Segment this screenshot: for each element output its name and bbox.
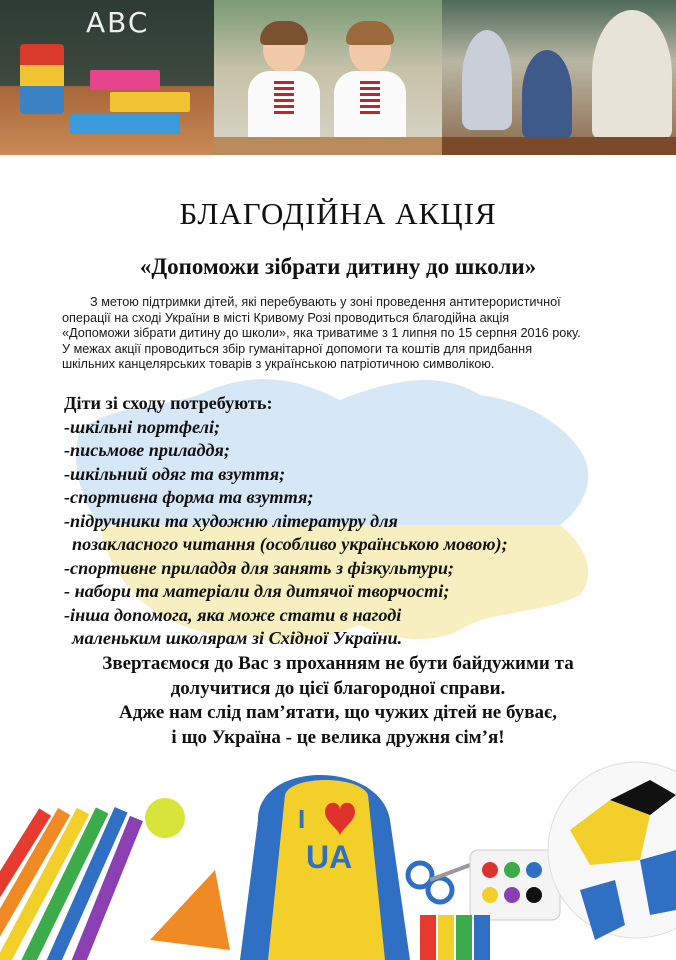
- needs-heading: Діти зі сходу потребують:: [64, 393, 273, 413]
- backpack-text-i: I: [298, 804, 306, 834]
- backpack-text-ua: UA: [306, 839, 353, 875]
- page-title: БЛАГОДІЙНА АКЦІЯ: [179, 196, 497, 231]
- needs-item: -інша допомога, яка може стати в нагоді: [64, 604, 402, 625]
- needs-item: маленьким школярам зі Східної України.: [72, 628, 403, 648]
- notebook-icon: [70, 114, 180, 134]
- appeal-line: Звертаємося до Вас з проханням не бути байдужими та: [102, 653, 574, 674]
- tennis-ball-icon: [145, 798, 185, 838]
- appeal-line: і що Україна - це велика дружня сім’я!: [171, 726, 505, 748]
- needs-item: -шкільні портфелі;: [64, 416, 221, 437]
- notebook-icon: [110, 92, 190, 112]
- intro-line: З метою підтримки дітей, які перебувають у зоні проведення антитерористичної: [90, 295, 561, 309]
- needs-item: -підручники та художню літературу для: [64, 510, 398, 531]
- classroom-photo: [442, 0, 676, 155]
- pupil-figure: [522, 50, 572, 140]
- pencil-cup-icon: [20, 44, 64, 114]
- needs-item: -спортивна форма та взуття;: [64, 487, 314, 507]
- crayons-icon: [420, 915, 490, 960]
- intro-line: шкільних канцелярських товарів з українською патріотичною символікою.: [62, 357, 495, 372]
- top-photo-banner: [0, 0, 676, 155]
- intro-line: операції на сході України в місті Кривому Розі проводиться благодійна акція: [62, 310, 510, 325]
- desk: [442, 137, 676, 155]
- intro-line: У межах акції проводиться збір гуманітарної допомоги та коштів для придбання: [62, 341, 533, 356]
- appeal-line: долучитися до цієї благородної справи.: [170, 677, 506, 699]
- scissors-icon: [408, 863, 470, 902]
- soccer-ball-icon: [548, 762, 676, 940]
- pupil-figure: [462, 30, 512, 130]
- appeal-line: Адже нам слід пам’ятати, що чужих дітей не буває,: [119, 702, 557, 723]
- pennant-icon: [150, 870, 230, 950]
- school-supplies-photo: [0, 0, 214, 155]
- needs-item: -письмове приладдя;: [64, 440, 230, 460]
- boy-figure: [248, 25, 318, 145]
- campaign-subtitle: «Допоможи зібрати дитину до школи»: [139, 254, 537, 279]
- paint-palette-icon: [470, 850, 560, 920]
- needs-item: позакласного читання (особливо українською мовою);: [72, 534, 508, 554]
- notebook-icon: [90, 70, 160, 90]
- needs-item: -шкільний одяг та взуття;: [64, 463, 286, 484]
- intro-paragraph: [62, 295, 622, 373]
- needs-list: [64, 392, 654, 651]
- teacher-figure: [592, 10, 672, 140]
- backpack-icon: [240, 775, 410, 960]
- intro-line: «Допоможи зібрати дитину до школи», яка триватиме з 1 липня по 15 серпня 2016 року.: [62, 326, 581, 341]
- desk: [214, 137, 442, 155]
- needs-item: -спортивне приладдя для занять з фізкультури;: [64, 557, 454, 578]
- needs-item: - набори та матеріали для дитячої творчості;: [64, 581, 450, 601]
- school-supplies-illustration: [0, 740, 676, 960]
- children-photo: [214, 0, 442, 155]
- colored-pencils-icon: [0, 807, 143, 960]
- appeal-paragraph: [0, 652, 676, 750]
- chalkboard-text: ABC: [86, 6, 150, 39]
- girl-figure: [334, 25, 404, 145]
